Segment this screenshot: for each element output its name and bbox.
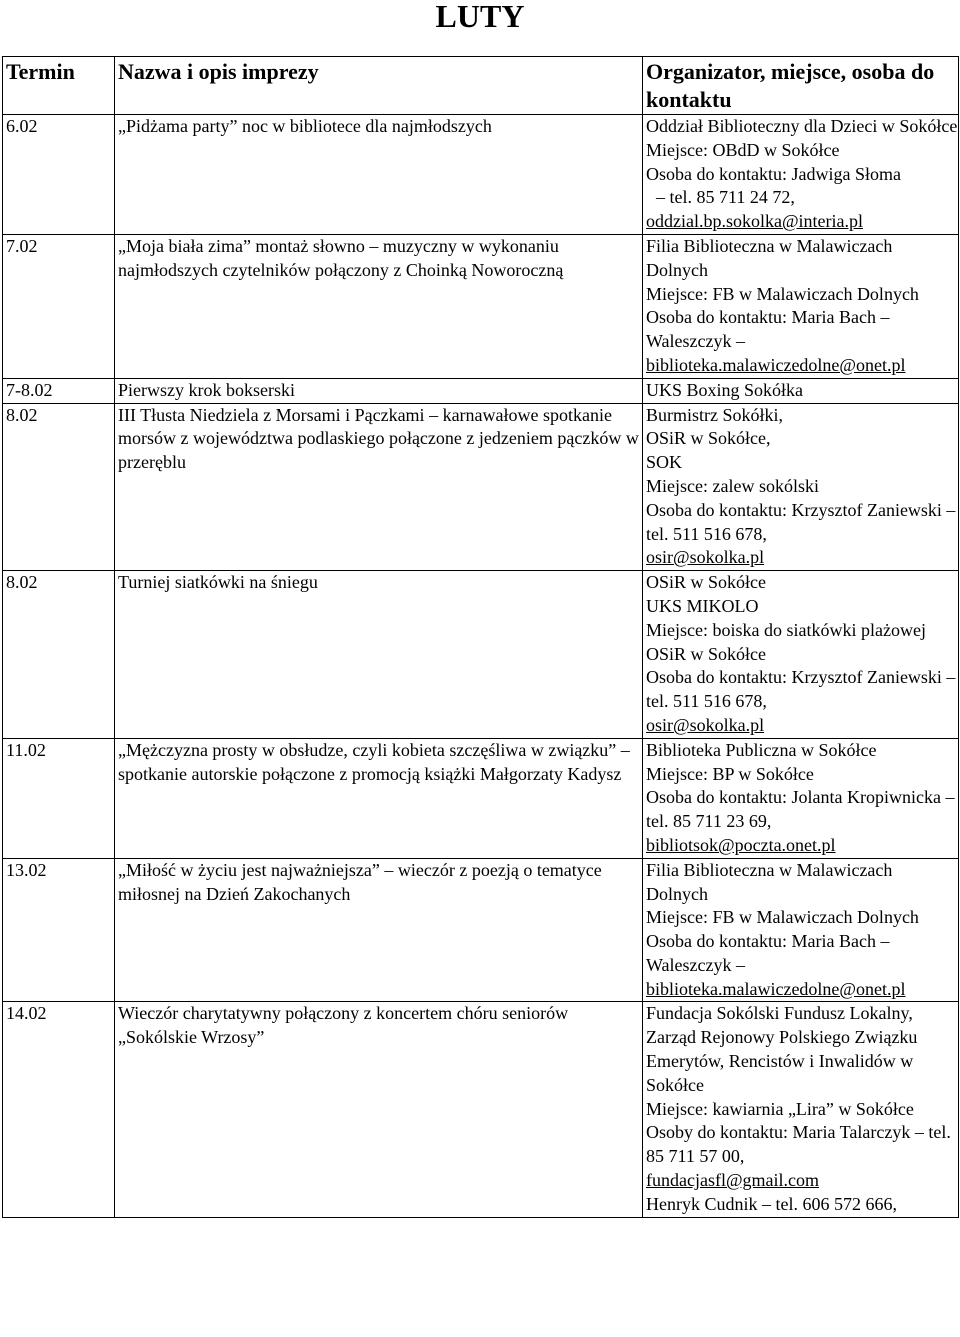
contact-email-link[interactable]: osir@sokolka.pl: [646, 714, 765, 735]
table-row: [3, 738, 959, 858]
table-row: [3, 571, 959, 739]
organizer-line: SOK: [646, 452, 683, 473]
table-header-row: [3, 57, 959, 115]
event-organizer: [643, 571, 959, 739]
event-date: 14.02: [3, 1002, 115, 1217]
organizer-line: Fundacja Sokólski Fundusz Lokalny,: [646, 1003, 913, 1024]
event-description: III Tłusta Niedziela z Morsami i Pączkami – karnawałowe spotkanie morsów z województwa podlaskiego połączone z jedzeniem pączków w przeręblu: [115, 403, 643, 571]
organizer-line: OSiR w Sokółce: [646, 572, 767, 593]
organizer-line: Miejsce: OBdD w Sokółce: [646, 139, 840, 160]
organizer-line: UKS Boxing Sokółka: [646, 379, 804, 400]
event-organizer: [643, 234, 959, 378]
event-organizer: [643, 403, 959, 571]
organizer-line: – tel. 85 711 24 72,: [656, 187, 795, 208]
organizer-line: Osoba do kontaktu: Krzysztof Zaniewski – tel. 511 516 678,: [646, 499, 956, 544]
organizer-line: Osoba do kontaktu: Krzysztof Zaniewski – tel. 511 516 678,: [646, 667, 956, 712]
organizer-line: Osoby do kontaktu: Maria Talarczyk – tel. 85 711 57 00,: [646, 1122, 951, 1167]
event-description: „Pidżama party” noc w bibliotece dla najmłodszych: [115, 115, 643, 235]
header-nazwa: Nazwa i opis imprezy: [115, 57, 643, 115]
event-date: 6.02: [3, 115, 115, 235]
event-organizer: [643, 738, 959, 858]
contact-email-link[interactable]: biblioteka.malawiczedolne@onet.pl: [646, 354, 906, 375]
organizer-line: Filia Biblioteczna w Malawiczach Dolnych: [646, 235, 893, 280]
table-row: [3, 378, 959, 403]
events-table: [2, 56, 959, 1218]
event-description: „Mężczyzna prosty w obsłudze, czyli kobieta szczęśliwa w związku” – spotkanie autorskie połączone z promocją książki Małgorzaty Kadysz: [115, 738, 643, 858]
organizer-line: UKS MIKOLO: [646, 595, 759, 616]
organizer-line: Filia Biblioteczna w Malawiczach Dolnych: [646, 859, 893, 904]
organizer-line: Burmistrz Sokółki,: [646, 404, 784, 425]
event-description: Wieczór charytatywny połączony z koncertem chóru seniorów „Sokólskie Wrzosy”: [115, 1002, 643, 1217]
event-organizer: [643, 1002, 959, 1217]
contact-email-link[interactable]: bibliotsok@poczta.onet.pl: [646, 834, 836, 855]
event-organizer: [643, 115, 959, 235]
event-date: 7.02: [3, 234, 115, 378]
table-row: [3, 1002, 959, 1217]
header-organizator: Organizator, miejsce, osoba do kontaktu: [643, 57, 959, 115]
organizer-line: Miejsce: FB w Malawiczach Dolnych: [646, 283, 919, 304]
table-row: [3, 403, 959, 571]
contact-email-link[interactable]: fundacjasfl@gmail.com: [646, 1170, 820, 1191]
event-date: 11.02: [3, 738, 115, 858]
organizer-line: Miejsce: boiska do siatkówki plażowej OSiR w Sokółce: [646, 619, 926, 664]
organizer-line: Zarząd Rejonowy Polskiego Związku Emerytów, Rencistów i Inwalidów w Sokółce: [646, 1027, 918, 1095]
table-row: [3, 234, 959, 378]
contact-email-link[interactable]: osir@sokolka.pl: [646, 547, 765, 568]
organizer-line: Osoba do kontaktu: Maria Bach – Waleszczyk –: [646, 307, 890, 352]
table-row: [3, 115, 959, 235]
organizer-line: Biblioteka Publiczna w Sokółce: [646, 739, 877, 760]
event-description: Turniej siatkówki na śniegu: [115, 571, 643, 739]
contact-email-link[interactable]: biblioteka.malawiczedolne@onet.pl: [646, 978, 906, 999]
event-description: „Moja biała zima” montaż słowno – muzyczny w wykonaniu najmłodszych czytelników połączony z Choinką Noworoczną: [115, 234, 643, 378]
organizer-line: Miejsce: FB w Malawiczach Dolnych: [646, 907, 919, 928]
table-row: [3, 858, 959, 1002]
event-date: 13.02: [3, 858, 115, 1002]
event-description: „Miłość w życiu jest najważniejsza” – wieczór z poezją o tematyce miłosnej na Dzień Zakochanych: [115, 858, 643, 1002]
event-date: 7-8.02: [3, 378, 115, 403]
page-title: LUTY: [435, 0, 525, 34]
organizer-line: OSiR w Sokółce,: [646, 428, 771, 449]
organizer-line: Miejsce: kawiarnia „Lira” w Sokółce: [646, 1098, 914, 1119]
event-organizer: [643, 378, 959, 403]
header-termin: Termin: [3, 57, 115, 115]
organizer-line: Miejsce: zalew sokólski: [646, 475, 819, 496]
contact-email-link[interactable]: oddzial.bp.sokolka@interia.pl: [646, 211, 864, 232]
organizer-line: Osoba do kontaktu: Maria Bach – Waleszczyk –: [646, 931, 890, 975]
organizer-line: Henryk Cudnik – tel. 606 572 666,: [646, 1193, 897, 1214]
organizer-line: Osoba do kontaktu: Jolanta Kropiwnicka – tel. 85 711 23 69,: [646, 787, 955, 832]
organizer-line: Miejsce: BP w Sokółce: [646, 763, 814, 784]
organizer-line: Oddział Biblioteczny dla Dzieci w Sokółce: [646, 116, 958, 136]
event-organizer: [643, 858, 959, 1002]
event-date: 8.02: [3, 571, 115, 739]
event-date: 8.02: [3, 403, 115, 571]
event-description: Pierwszy krok bokserski: [115, 378, 643, 403]
organizer-line: Osoba do kontaktu: Jadwiga Słoma: [646, 163, 901, 184]
